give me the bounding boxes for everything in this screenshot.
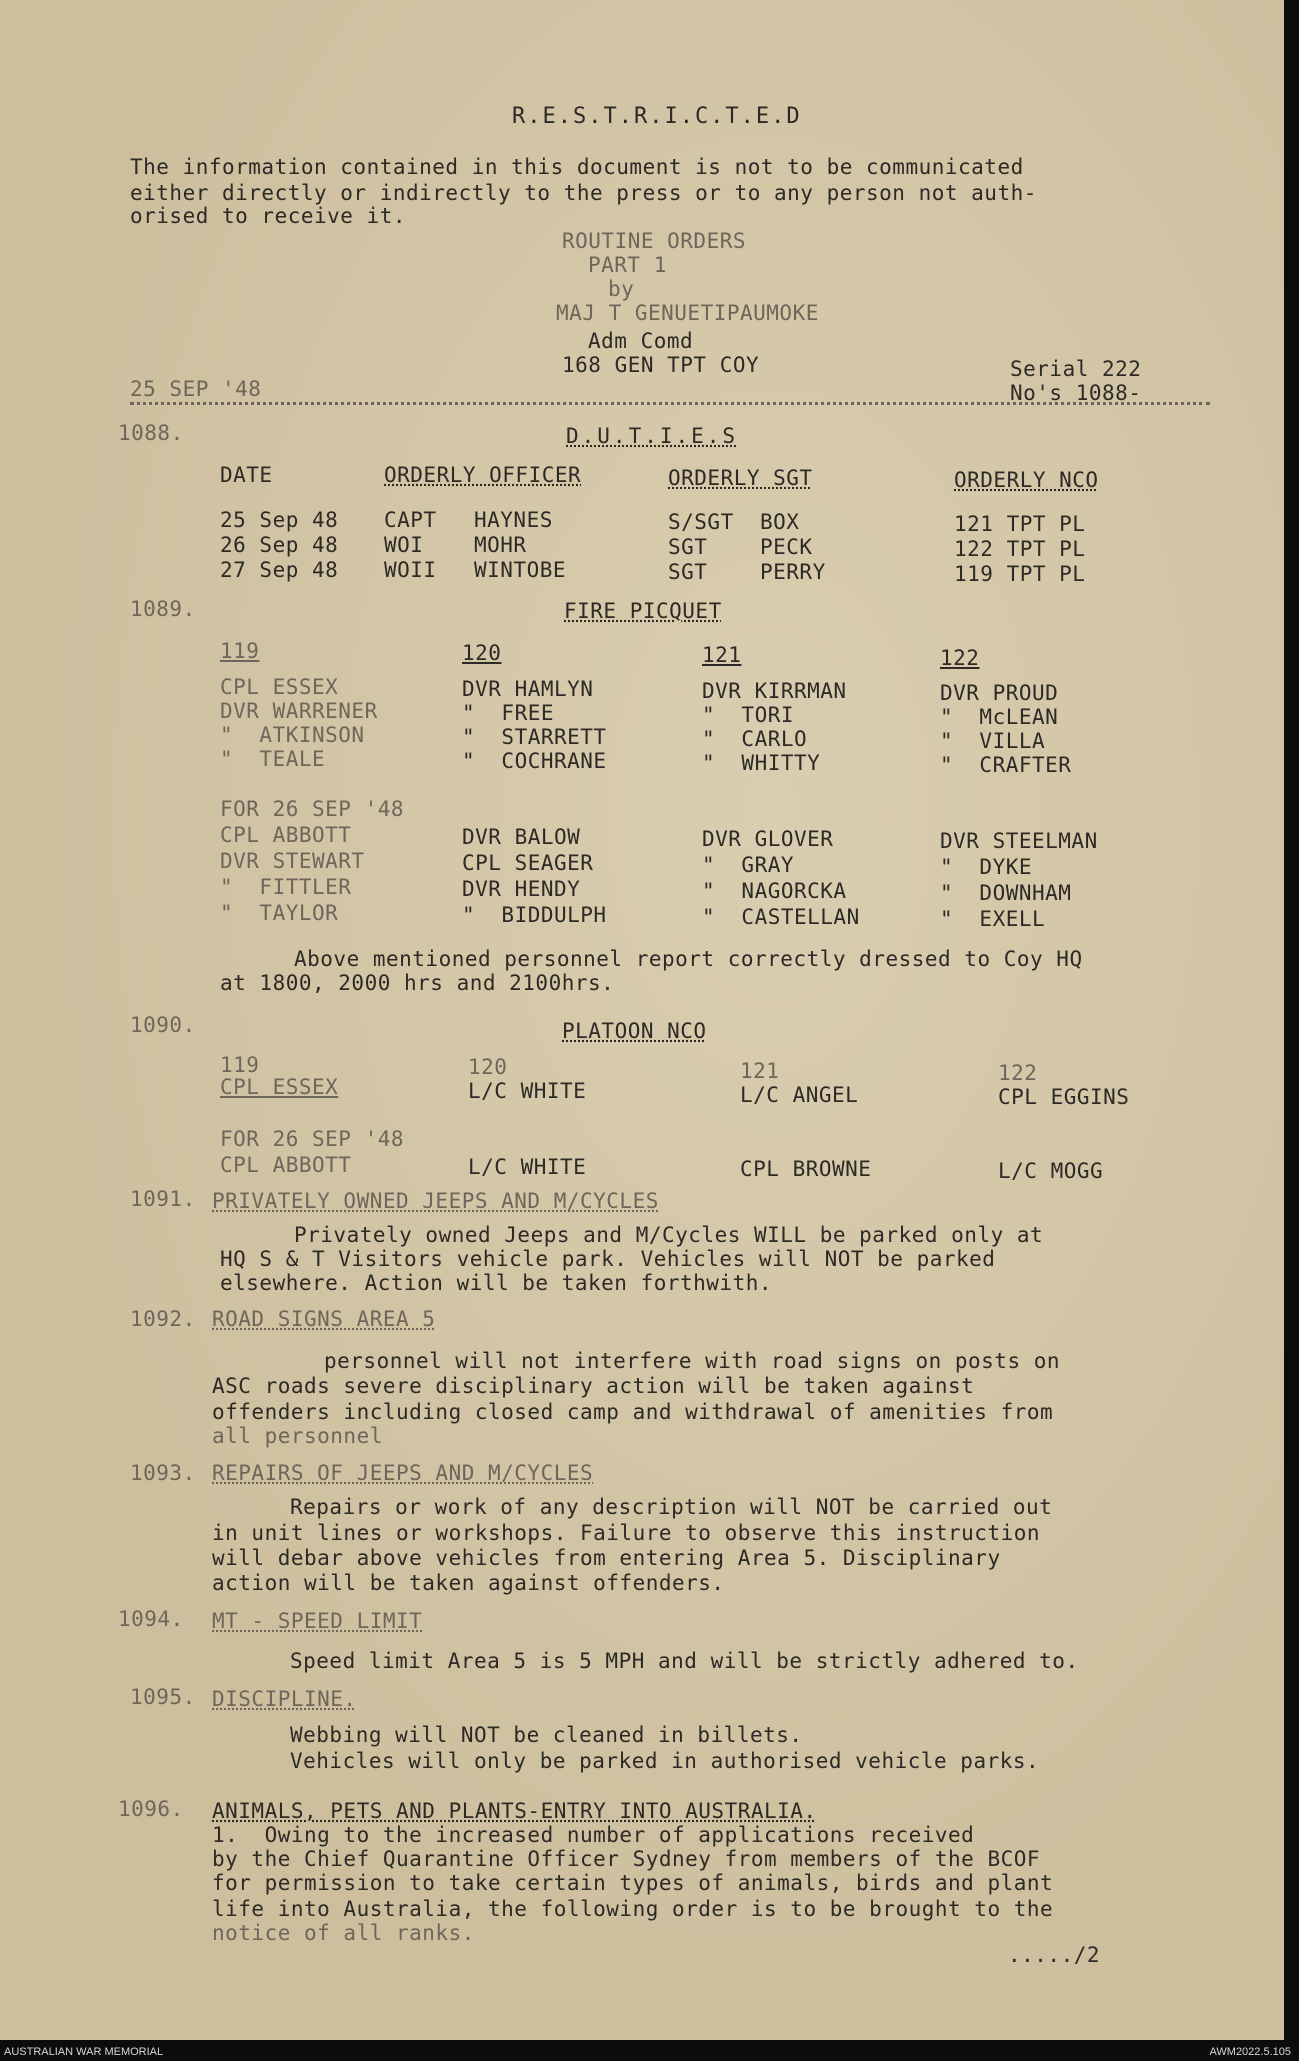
platoon-nco: CPL ABBOTT bbox=[220, 1153, 352, 1177]
notice-line-3: orised to receive it. bbox=[130, 204, 407, 228]
continued-marker: ...../2 bbox=[1008, 1943, 1101, 1967]
order-1095-line-1: Webbing will NOT be cleaned in billets. bbox=[290, 1723, 803, 1747]
title-unit: 168 GEN TPT COY bbox=[562, 353, 760, 377]
duty-officer: HAYNES bbox=[474, 508, 553, 532]
picquet-member: " BIDDULPH bbox=[462, 903, 607, 927]
order-numbers: No's 1088- bbox=[1010, 381, 1142, 405]
platoon-120: 120 bbox=[462, 641, 502, 665]
duty-date: 25 Sep 48 bbox=[220, 508, 339, 532]
platoon-nco: CPL BROWNE bbox=[740, 1157, 872, 1181]
order-1092-line-3: offenders including closed camp and withdrawal of amenities from bbox=[212, 1400, 1054, 1424]
serial-number: Serial 222 bbox=[1010, 357, 1142, 381]
platoon-nco: L/C WHITE bbox=[468, 1079, 587, 1103]
order-1094-line-1: Speed limit Area 5 is 5 MPH and will be strictly adhered to. bbox=[290, 1649, 1079, 1673]
platoon-nco-heading: PLATOON NCO bbox=[562, 1019, 707, 1043]
duty-officer: MOHR bbox=[474, 533, 527, 557]
order-1096-line-5: notice of all ranks. bbox=[212, 1921, 475, 1945]
order-number-1092: 1092. bbox=[130, 1307, 196, 1331]
duty-officer-rank: WOI bbox=[384, 533, 424, 557]
duty-sgt: PECK bbox=[760, 535, 813, 559]
duty-sgt-rank: SGT bbox=[668, 535, 708, 559]
duty-nco: 122 TPT PL bbox=[954, 537, 1086, 561]
order-1092-line-2: ASC roads severe disciplinary action will be taken against bbox=[212, 1374, 975, 1398]
picquet-note-line-2: at 1800, 2000 hrs and 2100hrs. bbox=[220, 971, 615, 995]
platoon-nco: L/C MOGG bbox=[998, 1159, 1104, 1183]
order-number-1094: 1094. bbox=[118, 1607, 184, 1631]
picquet-for-date: FOR 26 SEP '48 bbox=[220, 797, 405, 821]
duty-nco: 119 TPT PL bbox=[954, 562, 1086, 586]
fire-picquet-heading: FIRE PICQUET bbox=[564, 599, 722, 623]
picquet-member: " McLEAN bbox=[940, 705, 1059, 729]
order-date: 25 SEP '48 bbox=[130, 377, 262, 401]
col-orderly-officer: ORDERLY OFFICER bbox=[384, 463, 582, 487]
title-part: PART 1 bbox=[588, 253, 667, 277]
order-1091-line-2: HQ S & T Visitors vehicle park. Vehicles will NOT be parked bbox=[220, 1247, 996, 1271]
picquet-member: " CARLO bbox=[702, 727, 808, 751]
dotted-separator bbox=[130, 402, 1210, 405]
footer-source: AUSTRALIAN WAR MEMORIAL bbox=[4, 2046, 164, 2058]
picquet-member: " ATKINSON bbox=[220, 723, 365, 747]
duty-sgt-rank: SGT bbox=[668, 560, 708, 584]
order-1095-heading: DISCIPLINE. bbox=[212, 1687, 357, 1711]
duty-sgt: PERRY bbox=[760, 560, 826, 584]
picquet-member: DVR KIRRMAN bbox=[702, 679, 847, 703]
duty-date: 26 Sep 48 bbox=[220, 533, 339, 557]
picquet-member: DVR STEELMAN bbox=[940, 829, 1098, 853]
platoon-120: 120 bbox=[468, 1055, 508, 1079]
picquet-member: CPL SEAGER bbox=[462, 851, 594, 875]
platoon-122: 122 bbox=[940, 646, 980, 670]
order-1093-line-1: Repairs or work of any description will NOT be carried out bbox=[290, 1495, 1053, 1519]
platoon-nco: L/C ANGEL bbox=[740, 1083, 859, 1107]
picquet-member: DVR HENDY bbox=[462, 877, 581, 901]
duty-sgt-rank: S/SGT bbox=[668, 510, 734, 534]
duty-officer-rank: CAPT bbox=[384, 508, 437, 532]
picquet-member: DVR BALOW bbox=[462, 825, 581, 849]
picquet-member: " COCHRANE bbox=[462, 749, 607, 773]
order-1094-heading: MT - SPEED LIMIT bbox=[212, 1609, 423, 1633]
picquet-member: " TAYLOR bbox=[220, 901, 339, 925]
picquet-member: DVR STEWART bbox=[220, 849, 365, 873]
picquet-member: " TORI bbox=[702, 703, 795, 727]
platoon-nco: L/C WHITE bbox=[468, 1155, 587, 1179]
picquet-member: " EXELL bbox=[940, 907, 1046, 931]
order-number-1088: 1088. bbox=[118, 421, 184, 445]
order-number-1096: 1096. bbox=[118, 1797, 184, 1821]
classification-heading: R.E.S.T.R.I.C.T.E.D bbox=[512, 104, 802, 129]
order-1093-line-4: action will be taken against offenders. bbox=[212, 1571, 725, 1595]
platoon-119: 119 bbox=[220, 639, 260, 663]
footer-reference: AWM2022.5.105 bbox=[1209, 2046, 1291, 2058]
order-1096-line-4: life into Australia, the following order is to be brought to the bbox=[212, 1897, 1054, 1921]
picquet-member: " DYKE bbox=[940, 855, 1033, 879]
order-1093-line-3: will debar above vehicles from entering Area 5. Disciplinary bbox=[212, 1546, 1001, 1570]
picquet-member: CPL ESSEX bbox=[220, 675, 339, 699]
picquet-member: " FREE bbox=[462, 701, 555, 725]
order-1096-line-3: for permission to take certain types of animals, birds and plant bbox=[212, 1871, 1054, 1895]
picquet-member: " WHITTY bbox=[702, 751, 821, 775]
col-date: DATE bbox=[220, 463, 273, 487]
order-number-1095: 1095. bbox=[130, 1685, 196, 1709]
notice-line-1: The information contained in this document is not to be communicated bbox=[130, 155, 1024, 179]
picquet-member: DVR PROUD bbox=[940, 681, 1059, 705]
picquet-member: " CASTELLAN bbox=[702, 905, 860, 929]
col-orderly-sgt: ORDERLY SGT bbox=[668, 466, 813, 490]
notice-line-2: either directly or indirectly to the press or to any person not auth- bbox=[130, 181, 1037, 205]
order-1092-line-1: personnel will not interfere with road signs on posts on bbox=[324, 1349, 1061, 1373]
title-by: by bbox=[608, 277, 635, 301]
duty-date: 27 Sep 48 bbox=[220, 558, 339, 582]
platoon-122: 122 bbox=[998, 1061, 1038, 1085]
platoon-nco-for-date: FOR 26 SEP '48 bbox=[220, 1127, 405, 1151]
platoon-121: 121 bbox=[702, 643, 742, 667]
order-1093-line-2: in unit lines or workshops. Failure to observe this instruction bbox=[212, 1521, 1041, 1545]
title-routine-orders: ROUTINE ORDERS bbox=[562, 229, 747, 253]
order-number-1093: 1093. bbox=[130, 1461, 196, 1485]
picquet-member: " GRAY bbox=[702, 853, 795, 877]
picquet-member: " NAGORCKA bbox=[702, 879, 847, 903]
order-1093-heading: REPAIRS OF JEEPS AND M/CYCLES bbox=[212, 1461, 594, 1485]
picquet-member: DVR HAMLYN bbox=[462, 677, 594, 701]
picquet-member: " TEALE bbox=[220, 747, 326, 771]
order-1095-line-2: Vehicles will only be parked in authorised vehicle parks. bbox=[290, 1749, 1040, 1773]
picquet-member: CPL ABBOTT bbox=[220, 823, 352, 847]
order-number-1090: 1090. bbox=[130, 1013, 196, 1037]
order-number-1091: 1091. bbox=[130, 1187, 196, 1211]
order-1096-line-2: by the Chief Quarantine Officer Sydney from members of the BCOF bbox=[212, 1847, 1041, 1871]
title-commander: MAJ T GENUETIPAUMOKE bbox=[556, 301, 819, 325]
col-orderly-nco: ORDERLY NCO bbox=[954, 468, 1099, 492]
platoon-nco: CPL ESSEX bbox=[220, 1075, 339, 1099]
duty-sgt: BOX bbox=[760, 510, 800, 534]
picquet-member: " CRAFTER bbox=[940, 753, 1072, 777]
platoon-119: 119 bbox=[220, 1053, 260, 1077]
platoon-nco: CPL EGGINS bbox=[998, 1085, 1130, 1109]
picquet-member: " DOWNHAM bbox=[940, 881, 1072, 905]
picquet-note-line-1: Above mentioned personnel report correctly dressed to Coy HQ bbox=[294, 947, 1083, 971]
picquet-member: " VILLA bbox=[940, 729, 1046, 753]
order-1092-line-4: all personnel bbox=[212, 1424, 383, 1448]
duty-officer: WINTOBE bbox=[474, 558, 567, 582]
duties-heading: D.U.T.I.E.S bbox=[566, 424, 739, 448]
order-1091-line-3: elsewhere. Action will be taken forthwith. bbox=[220, 1271, 773, 1295]
order-1091-line-1: Privately owned Jeeps and M/Cycles WILL be parked only at bbox=[294, 1223, 1044, 1247]
order-1092-heading: ROAD SIGNS AREA 5 bbox=[212, 1307, 436, 1331]
platoon-121: 121 bbox=[740, 1059, 780, 1083]
duty-officer-rank: WOII bbox=[384, 558, 437, 582]
picquet-member: " FITTLER bbox=[220, 875, 352, 899]
picquet-member: DVR GLOVER bbox=[702, 827, 834, 851]
archive-footer bbox=[0, 2044, 1299, 2061]
order-1096-line-1: 1. Owing to the increased number of applications received bbox=[212, 1823, 975, 1847]
order-1091-heading: PRIVATELY OWNED JEEPS AND M/CYCLES bbox=[212, 1189, 659, 1213]
order-1096-heading: ANIMALS, PETS AND PLANTS-ENTRY INTO AUSTRALIA. bbox=[212, 1799, 817, 1823]
picquet-member: " STARRETT bbox=[462, 725, 607, 749]
picquet-member: DVR WARRENER bbox=[220, 699, 378, 723]
order-number-1089: 1089. bbox=[130, 597, 196, 621]
duty-nco: 121 TPT PL bbox=[954, 512, 1086, 536]
title-adm-comd: Adm Comd bbox=[588, 329, 694, 353]
